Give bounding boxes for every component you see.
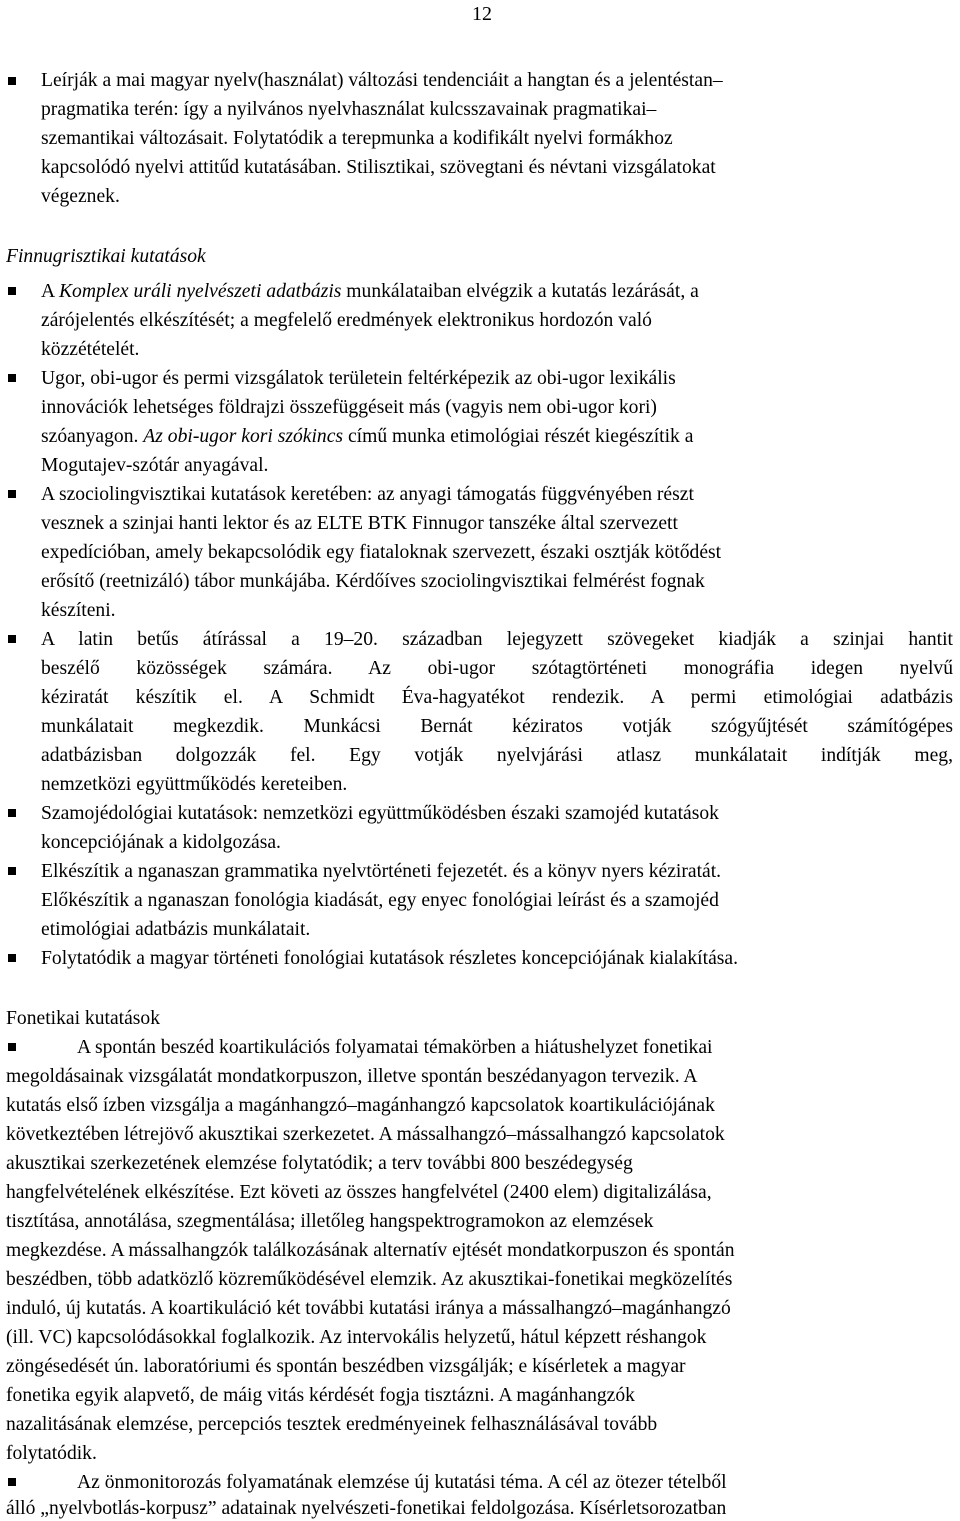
paragraph-line: induló, új kutatás. A koartikuláció két további kutatási iránya a mássalhangzó–magánhangzó bbox=[6, 1298, 731, 1319]
bullet-icon bbox=[8, 1043, 16, 1051]
paragraph-line: Folytatódik a magyar történeti fonológiai kutatások részletes koncepciójának kialakítása. bbox=[41, 948, 738, 969]
paragraph-line: koncepciójának a kidolgozása. bbox=[41, 832, 281, 853]
paragraph-line: expedícióban, amely bekapcsolódik egy fiataloknak szervezett, északi osztják kötődést bbox=[41, 542, 722, 563]
paragraph-line: munkálatait megkezdik. Munkácsi Bernát kéziratos votják szógyűjtését számítógépes bbox=[41, 716, 953, 737]
paragraph-line: kutatás első ízben vizsgálja a magánhangzó–magánhangzó kapcsolatok koartikulációjának bbox=[6, 1095, 715, 1116]
paragraph-line: fonetika egyik alapvető, de máig vitás kérdését fogja tisztázni. A magánhangzók bbox=[6, 1385, 635, 1406]
paragraph-line: folytatódik. bbox=[6, 1443, 97, 1464]
bullet-icon bbox=[8, 635, 16, 643]
paragraph-line: megkezdése. A mássalhangzók találkozásának alternatív ejtését mondatkorpuszon és spontán bbox=[6, 1240, 735, 1261]
paragraph-line: megoldásainak vizsgálatát mondatkorpuszon, illetve spontán beszédanyagon tervezik. A bbox=[6, 1066, 698, 1087]
paragraph-line: kapcsolódó nyelvi attitűd kutatásában. Stilisztikai, szövegtani és névtani vizsgálatokat bbox=[41, 157, 716, 178]
paragraph-line: etimológiai adatbázis munkálatait. bbox=[41, 919, 311, 940]
paragraph-line: Leírják a mai magyar nyelv(használat) változási tendenciáit a hangtan és a jelentéstan– bbox=[41, 70, 723, 91]
paragraph-line: következtében létrejövő akusztikai szerkezetet. A mássalhangzó–mássalhangzó kapcsolatok bbox=[6, 1124, 725, 1145]
paragraph-line: végeznek. bbox=[41, 186, 120, 207]
bullet-icon bbox=[8, 374, 16, 382]
bullet-icon bbox=[8, 809, 16, 817]
paragraph-line: álló „nyelvbotlás-korpusz” adatainak nyelvészeti-fonetikai feldolgozása. Kísérletsorozatban bbox=[6, 1498, 727, 1519]
paragraph-line: Mogutajev-szótár anyagával. bbox=[41, 455, 269, 476]
paragraph-line bbox=[41, 425, 693, 449]
paragraph-line: A szociolingvisztikai kutatások keretében: az anyagi támogatás függvényében részt bbox=[41, 484, 694, 505]
paragraph-line bbox=[41, 280, 699, 304]
paragraph-line: pragmatika terén: így a nyilvános nyelvhasználat kulcsszavainak pragmatikai– bbox=[41, 99, 657, 120]
paragraph-line: zöngésedését ún. laboratóriumi és spontán beszédben vizsgálják; e kísérletek a magyar bbox=[6, 1356, 686, 1377]
bullet-icon bbox=[8, 287, 16, 295]
paragraph-line: nazalitásának elemzése, percepciós tesztek eredményeinek felhasználásával tovább bbox=[6, 1414, 658, 1435]
text-span: munkálataiban elvégzik a kutatás lezárását, a bbox=[341, 281, 699, 302]
paragraph-line: zárójelentés elkészítését; a megfelelő eredmények elektronikus hordozón való bbox=[41, 310, 652, 331]
italic-title: Komplex uráli nyelvészeti adatbázis bbox=[58, 281, 342, 302]
paragraph-line: Ugor, obi-ugor és permi vizsgálatok területein feltérképezik az obi-ugor lexikális bbox=[41, 368, 676, 389]
paragraph-line: A latin betűs átírással a 19–20. században lejegyzett szövegeket kiadják a szinjai hantit bbox=[41, 629, 953, 650]
paragraph-line: A spontán beszéd koartikulációs folyamatai témakörben a hiátushelyzet fonetikai bbox=[77, 1037, 713, 1058]
paragraph-line: hangfelvételének elkészítése. Ezt követi az összes hangfelvétel (2400 elem) digitalizálása, bbox=[6, 1182, 712, 1203]
text-span: szóanyagon. bbox=[41, 426, 144, 447]
italic-title: Az obi-ugor kori szókincs bbox=[143, 426, 344, 447]
paragraph-line: innovációk lehetséges földrajzi összefüggéseit más (vagyis nem obi-ugor kori) bbox=[41, 397, 657, 418]
paragraph-line: (ill. VC) kapcsolódásokkal foglalkozik. Az intervokális helyzetű, hátul képzett réshangok bbox=[6, 1327, 707, 1348]
paragraph-line: közzétételét. bbox=[41, 339, 140, 360]
text-span: című munka etimológiai részét kiegészítik a bbox=[343, 426, 694, 447]
paragraph-line: nemzetközi együttműködés kereteiben. bbox=[41, 774, 348, 795]
paragraph-line: vesznek a szinjai hanti lektor és az ELTE BTK Finnugor tanszéke által szervezett bbox=[41, 513, 678, 534]
paragraph-line: Előkészítik a nganaszan fonológia kiadását, egy enyec fonológiai leírást és a szamojéd bbox=[41, 890, 719, 911]
bullet-icon bbox=[8, 490, 16, 498]
paragraph-line: Szamojédológiai kutatások: nemzetközi együttműködésben északi szamojéd kutatások bbox=[41, 803, 719, 824]
text-span: A bbox=[41, 281, 59, 302]
section-heading: Fonetikai kutatások bbox=[6, 1008, 161, 1029]
paragraph-line: erősítő (reetnizáló) tábor munkájába. Kérdőíves szociolingvisztikai felmérést fognak bbox=[41, 571, 705, 592]
paragraph-line: Az önmonitorozás folyamatának elemzése új kutatási téma. A cél az ötezer tételből bbox=[77, 1472, 727, 1493]
bullet-icon bbox=[8, 954, 16, 962]
paragraph-line: beszélő közösségek számára. Az obi-ugor szótagtörténeti monográfia idegen nyelvű bbox=[41, 658, 953, 679]
paragraph-line: akusztikai szerkezetének elemzése folytatódik; a terv további 800 beszédegység bbox=[6, 1153, 633, 1174]
bullet-icon bbox=[8, 867, 16, 875]
paragraph-line: beszédben, több adatközlő közreműködésével elemzik. Az akusztikai-fonetikai megközelítés bbox=[6, 1269, 733, 1290]
bullet-icon bbox=[8, 77, 16, 85]
page-number: 12 bbox=[472, 3, 492, 25]
paragraph-line: Elkészítik a nganaszan grammatika nyelvtörténeti fejezetét. és a könyv nyers kéziratát. bbox=[41, 861, 722, 882]
paragraph-line: tisztítása, annotálása, szegmentálása; illetőleg hangspektrogramokon az elemzések bbox=[6, 1211, 654, 1232]
paragraph-line: adatbázisban dolgozzák fel. Egy votják nyelvjárási atlasz munkálatait indítják meg, bbox=[41, 745, 953, 766]
bullet-icon bbox=[8, 1478, 16, 1486]
paragraph-line: szemantikai változásait. Folytatódik a terepmunka a kodifikált nyelvi formákhoz bbox=[41, 128, 673, 149]
paragraph-line: kéziratát készítik el. A Schmidt Éva-hagyatékot rendezik. A permi etimológiai adatbázis bbox=[41, 687, 953, 708]
section-heading: Finnugrisztikai kutatások bbox=[6, 246, 206, 267]
paragraph-line: készíteni. bbox=[41, 600, 116, 621]
